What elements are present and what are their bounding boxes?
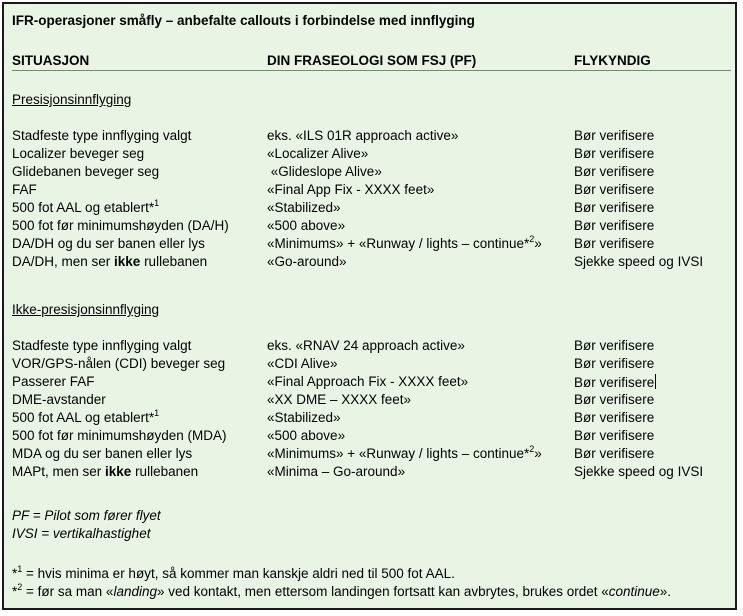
- situation-cell: Stadfeste type innflyging valgt: [12, 128, 192, 143]
- table-row: [4, 254, 739, 272]
- table-row: [4, 146, 739, 164]
- phraseology-cell: «XX DME – XXXX feet»: [267, 392, 412, 407]
- pilot-cell: Bør verifisere: [574, 146, 655, 161]
- table-row: [4, 356, 739, 374]
- situation-cell: Stadfeste type innflyging valgt: [12, 338, 192, 353]
- table-row: [4, 338, 739, 356]
- pilot-cell: Sjekke speed og IVSI: [574, 464, 704, 479]
- footnote-italic: landing: [113, 584, 157, 599]
- pilot-cell: Bør verifisere: [574, 200, 655, 215]
- footnote-text: ».: [659, 584, 672, 599]
- phraseology-cell: [267, 233, 542, 251]
- situation-text: 500 fot AAL og etablert*: [12, 410, 155, 425]
- phraseology-cell: «Stabilized»: [267, 200, 341, 215]
- header-situation: SITUASJON: [12, 53, 90, 68]
- footnote-ref: 1: [17, 563, 23, 574]
- pilot-cell: Bør verifisere: [574, 410, 655, 425]
- pilot-cell: Bør verifisere: [574, 356, 655, 371]
- pilot-cell[interactable]: [574, 374, 656, 390]
- phraseology-cell: «Stabilized»: [267, 410, 341, 425]
- emphasis-text: ikke: [105, 464, 132, 479]
- situation-cell: 500 fot før minimumshøyden (MDA): [12, 428, 227, 443]
- situation-cell: VOR/GPS-nålen (CDI) beveger seg: [12, 356, 226, 371]
- footnote-ref: 1: [154, 407, 160, 418]
- situation-cell: [12, 464, 198, 479]
- table-row: [4, 182, 739, 200]
- table-row: [4, 233, 739, 254]
- situation-cell: DA/DH og du ser banen eller lys: [12, 236, 205, 251]
- footnote-ref: 2: [17, 581, 23, 592]
- footnote-text: = før sa man «: [22, 584, 114, 599]
- text-cursor: [655, 374, 656, 389]
- phraseology-cell: «Localizer Alive»: [267, 146, 369, 161]
- phraseology-cell: eks. «RNAV 24 approach active»: [267, 338, 465, 353]
- header-phraseology: DIN FRASEOLOGI SOM FSJ (PF): [267, 53, 477, 68]
- pilot-cell: Bør verifisere: [574, 428, 655, 443]
- situation-cell: [12, 254, 207, 269]
- phraseology-cell: «500 above»: [267, 218, 346, 233]
- pilot-cell: Bør verifisere: [574, 236, 655, 251]
- section-title-non-precision: Ikke-presisjonsinnflyging: [12, 302, 160, 317]
- phraseology-cell: «Go-around»: [267, 254, 347, 269]
- section-title-precision: Presisjonsinnflyging: [12, 92, 132, 107]
- phraseology-text-after: »: [534, 236, 542, 251]
- situation-cell: FAF: [12, 182, 37, 197]
- emphasis-text: ikke: [114, 254, 141, 269]
- table-row: [4, 164, 739, 182]
- legend-pf: PF = Pilot som fører flyet: [12, 508, 161, 523]
- table-row: [4, 218, 739, 236]
- phraseology-text-after: »: [534, 446, 542, 461]
- situation-text: MAPt, men ser: [12, 464, 106, 479]
- pilot-cell: Bør verifisere: [574, 338, 655, 353]
- phraseology-cell: eks. «ILS 01R approach active»: [267, 128, 459, 143]
- footnote-ref: 2: [529, 233, 535, 244]
- document-frame: [2, 2, 737, 610]
- phraseology-cell: «Minima – Go-around»: [267, 464, 406, 479]
- header-pilot: FLYKYNDIG: [574, 53, 651, 68]
- table-row: [4, 407, 739, 428]
- footnote-star: *: [12, 566, 18, 581]
- situation-text-after: rullebanen: [140, 254, 208, 269]
- situation-cell: MDA og du ser banen eller lys: [12, 446, 193, 461]
- footnote-italic: continue: [608, 584, 660, 599]
- situation-text-after: rullebanen: [131, 464, 199, 479]
- footnote-1: [12, 563, 455, 581]
- pilot-cell: Bør verifisere: [574, 164, 655, 179]
- phraseology-cell: «CDI Alive»: [267, 356, 338, 371]
- situation-cell: [12, 407, 160, 425]
- table-row: [4, 197, 739, 218]
- pilot-cell: Bør verifisere: [574, 218, 655, 233]
- phraseology-cell: [267, 443, 542, 461]
- footnote-text: = hvis minima er høyt, så kommer man kanskje aldri ned til 500 fot AAL.: [22, 566, 455, 581]
- pilot-cell: Sjekke speed og IVSI: [574, 254, 704, 269]
- situation-cell: Glidebanen beveger seg: [12, 164, 160, 179]
- phraseology-cell: «Final App Fix - XXXX feet»: [267, 182, 435, 197]
- footnote-ref: 1: [154, 197, 160, 208]
- header-divider: [12, 70, 731, 71]
- pilot-cell: Bør verifisere: [574, 446, 655, 461]
- table-row: [4, 128, 739, 146]
- pilot-cell: Bør verifisere: [574, 392, 655, 407]
- footnote-ref: 2: [529, 443, 535, 454]
- phraseology-cell: «500 above»: [267, 428, 346, 443]
- document-title: IFR-operasjoner småfly – anbefalte callouts i forbindelse med innflyging: [12, 13, 475, 28]
- situation-cell: [12, 197, 160, 215]
- situation-text: DA/DH, men ser: [12, 254, 115, 269]
- phraseology-cell: «Glideslope Alive»: [267, 164, 382, 179]
- situation-cell: Localizer beveger seg: [12, 146, 145, 161]
- pilot-cell: Bør verifisere: [574, 128, 655, 143]
- phraseology-text: «Minimums» + «Runway / lights – continue*: [267, 446, 530, 461]
- table-row: [4, 443, 739, 464]
- footnote-text: » ved kontakt, men ettersom landingen fortsatt kan avbrytes, brukes ordet «: [157, 584, 609, 599]
- situation-cell: Passerer FAF: [12, 374, 95, 389]
- pilot-cell: Bør verifisere: [574, 182, 655, 197]
- situation-text: 500 fot AAL og etablert*: [12, 200, 155, 215]
- legend-ivsi: IVSI = vertikalhastighet: [12, 526, 151, 541]
- table-row: [4, 428, 739, 446]
- footnote-star: *: [12, 584, 18, 599]
- pilot-text: Bør verifisere: [574, 375, 655, 390]
- table-row: [4, 392, 739, 410]
- table-row: [4, 464, 739, 482]
- situation-cell: 500 fot før minimumshøyden (DA/H): [12, 218, 229, 233]
- situation-cell: DME-avstander: [12, 392, 106, 407]
- phraseology-cell: «Final Approach Fix - XXXX feet»: [267, 374, 469, 389]
- phraseology-text: «Minimums» + «Runway / lights – continue*: [267, 236, 530, 251]
- table-row: [4, 374, 739, 392]
- footnote-2: [12, 581, 672, 599]
